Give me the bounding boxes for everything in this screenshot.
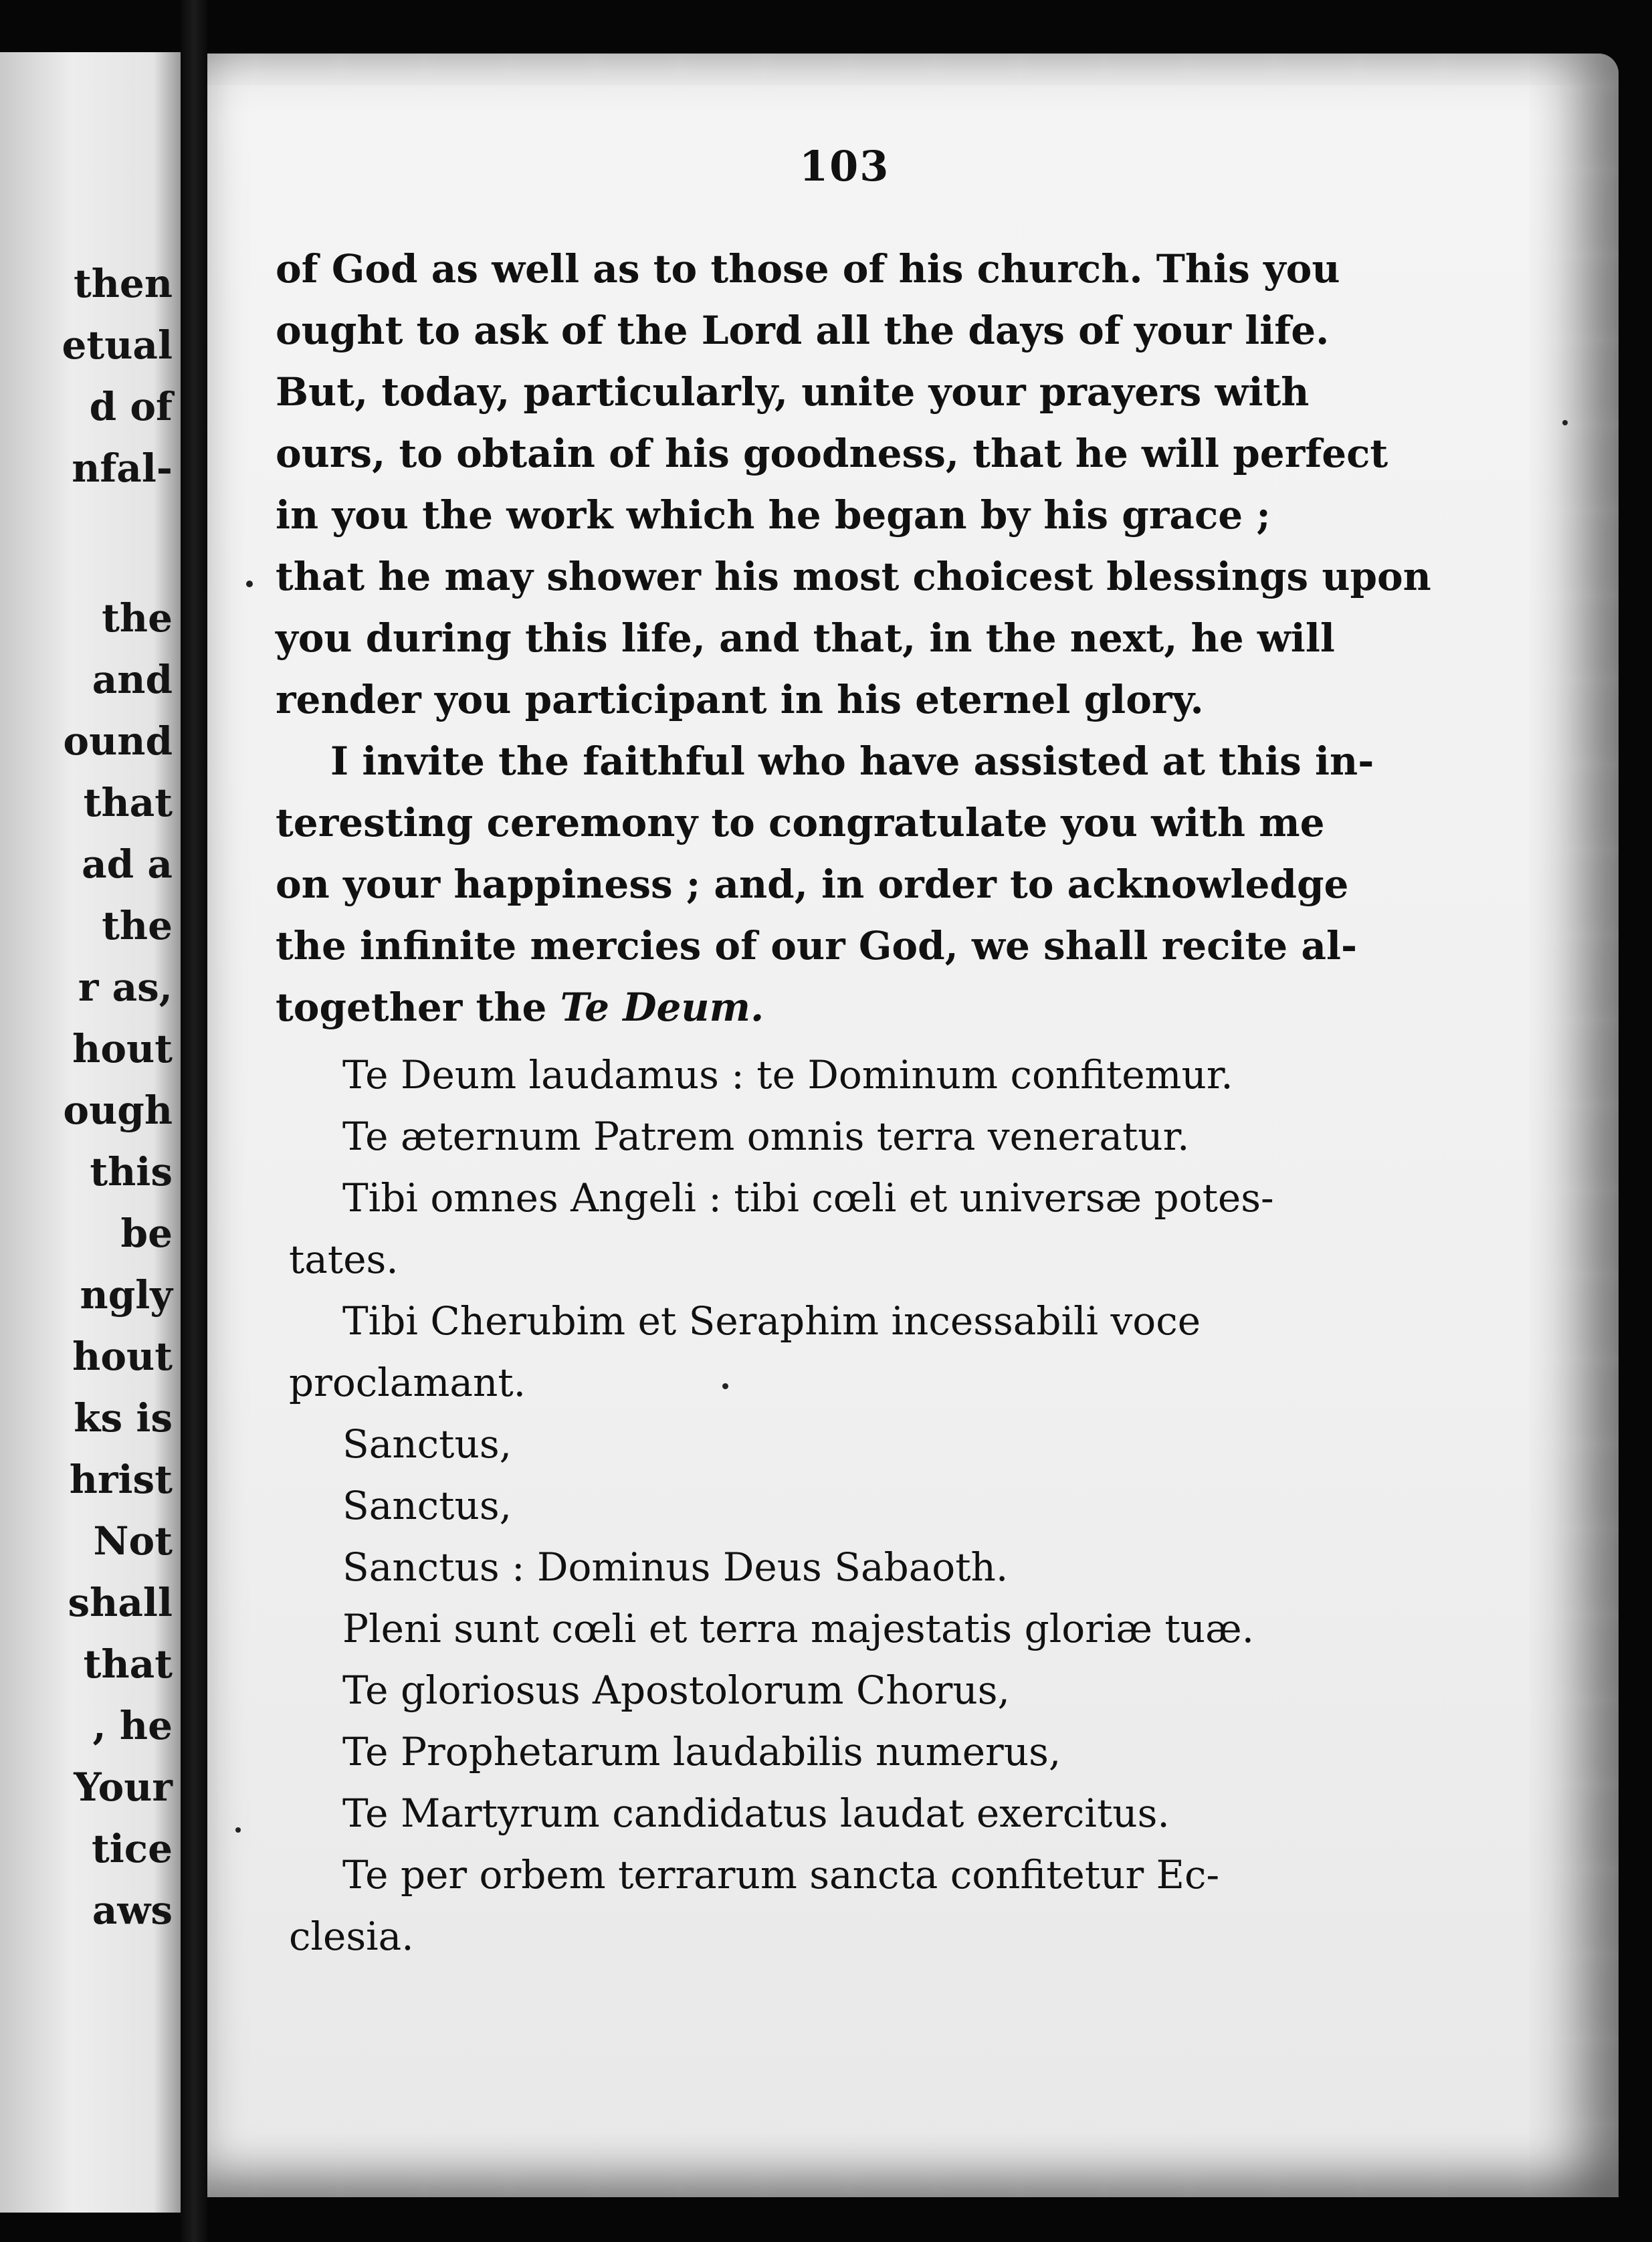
left-page-fragment: ound [63, 718, 173, 764]
left-page-fragment: shall [68, 1580, 173, 1625]
ink-speck [722, 1383, 728, 1389]
left-page-fragment: ough [63, 1088, 173, 1133]
left-page-fragment: r as, [78, 964, 173, 1010]
text-line: render you participant in his eternel glory. [276, 677, 1204, 722]
left-page-fragment: Your [74, 1764, 173, 1810]
text-line: the infinite mercies of our God, we shall recite al- [276, 923, 1358, 969]
ink-speck [235, 1827, 241, 1833]
text-line: ours, to obtain of his goodness, that he will perfect [276, 431, 1388, 476]
hymn-line: Sanctus, [342, 1483, 512, 1528]
left-page-fragment: ad a [82, 841, 173, 887]
text-line-prefix: together the [276, 985, 560, 1030]
text-line: that he may shower his most choicest blessings upon [276, 554, 1431, 599]
left-page-fragment: that [83, 780, 173, 825]
left-page-fragment: then [73, 261, 173, 306]
hymn-line: Tibi omnes Angeli : tibi cœli et universæ potes- [342, 1175, 1274, 1221]
hymn-line: Sanctus : Dominus Deus Sabaoth. [342, 1544, 1009, 1590]
hymn-line: proclamant. [289, 1360, 526, 1405]
text-line: in you the work which he began by his grace ; [276, 492, 1271, 538]
hymn-line: Sanctus, [342, 1421, 512, 1467]
left-page-fragment: aws [92, 1888, 173, 1933]
left-page-fragment: this [90, 1149, 173, 1195]
left-page-fragment: the [102, 595, 173, 641]
left-page-fragment: be [120, 1211, 173, 1256]
hymn-line: Pleni sunt cœli et terra majestatis gloriæ tuæ. [342, 1606, 1255, 1651]
hymn-line: Te æternum Patrem omnis terra veneratur. [342, 1114, 1190, 1159]
ink-speck [1562, 420, 1568, 425]
left-page-fragment: and [92, 657, 173, 702]
left-page-fragment: that [83, 1641, 173, 1687]
hymn-line: Te Deum laudamus : te Dominum confitemur. [342, 1052, 1233, 1098]
text-line: ought to ask of the Lord all the days of your life. [276, 308, 1330, 353]
hymn-line: Te Prophetarum laudabilis numerus, [342, 1729, 1061, 1774]
hymn-line: tates. [289, 1237, 399, 1282]
hymn-line: Te gloriosus Apostolorum Chorus, [342, 1667, 1010, 1713]
left-page-fragment: ngly [80, 1272, 173, 1318]
left-page-fragment: nfal- [72, 445, 173, 491]
hymn-line: Tibi Cherubim et Seraphim incessabili voce [342, 1298, 1201, 1344]
ink-speck [246, 581, 253, 587]
text-line: teresting ceremony to congratulate you with me [276, 800, 1325, 845]
text-line: on your happiness ; and, in order to acknowledge [276, 861, 1349, 907]
left-page-fragment: tice [91, 1826, 173, 1871]
left-page-fragment: ks is [74, 1395, 173, 1441]
hymn-line: Te per orbem terrarum sancta confitetur Ec- [342, 1852, 1220, 1898]
page-number: 103 [799, 142, 890, 191]
te-deum-title: Te Deum. [560, 985, 764, 1030]
text-line: of God as well as to those of his church. This you [276, 246, 1340, 292]
left-page-fragment: hout [72, 1334, 173, 1379]
hymn-line: Te Martyrum candidatus laudat exercitus. [342, 1791, 1170, 1836]
left-page-fragment: the [102, 903, 173, 948]
text-line: But, today, particularly, unite your prayers with [276, 369, 1310, 415]
text-line [276, 985, 764, 1030]
left-page-fragment: d of [89, 384, 173, 429]
left-page-fragment: etual [62, 322, 173, 368]
left-page-fragment: hrist [69, 1457, 173, 1502]
hymn-line: clesia. [289, 1914, 414, 1959]
text-line: I invite the faithful who have assisted at this in- [330, 738, 1374, 784]
left-page-fragment: hout [72, 1026, 173, 1072]
text-line: you during this life, and that, in the next, he will [276, 615, 1335, 661]
left-page-fragment: , he [92, 1703, 173, 1748]
left-page-fragment: Not [93, 1518, 173, 1564]
